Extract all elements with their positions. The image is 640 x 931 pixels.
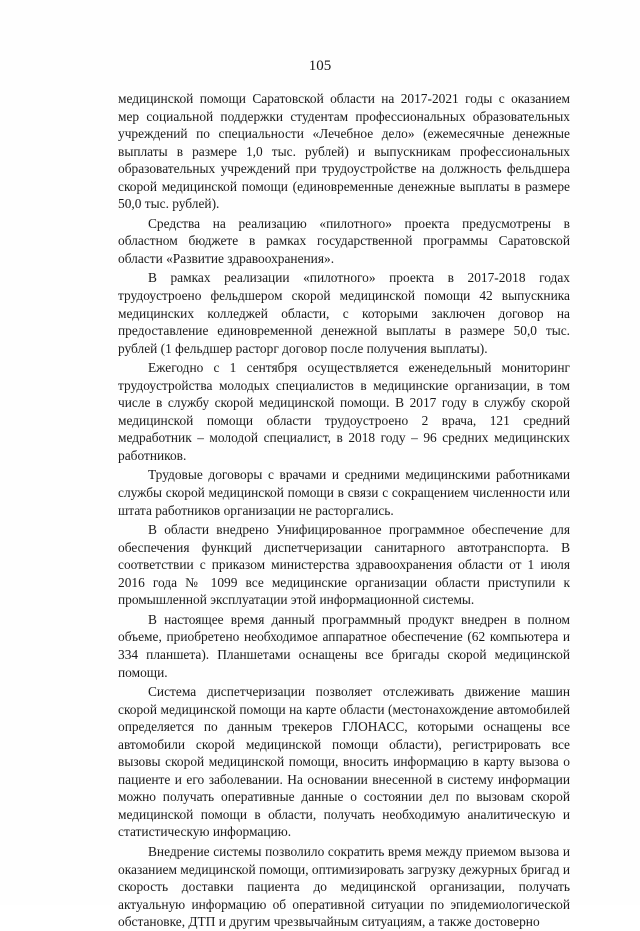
paragraph-monitoring: Ежегодно с 1 сентября осуществляется еженедельный мониторинг трудоустройства молодых специалистов в медицинские организации, в том числе в службу скорой медицинской помощи. В 2017 году в службу скорой медицинской помощи области трудоустроено 2 врача, 121 средний медработник – молодой специалист, в 2018 году – 96 средних медицинских работников. xyxy=(118,360,570,463)
paragraph-system-benefits: Внедрение системы позволило сократить время между приемом вызова и оказанием медицинской помощи, оптимизировать загрузку дежурных бригад и скорость доставки пациента до медицинской организации, получать актуальную информацию об оперативной ситуации по эпидемиологической обстановке, ДТП и другим чрезвычайным ситуациям, а также достоверно xyxy=(118,843,570,930)
paragraph-pilot-results: В рамках реализации «пилотного» проекта в 2017-2018 годах трудоустроено фельдшером скорой медицинской помощи 42 выпускника медицинских колледжей области, с которыми заключен договор на предоставление единовременной денежной выплаты в размере 50,0 тыс. рублей (1 фельдшер расторг договор после получения выплаты). xyxy=(118,270,570,356)
paragraph-hardware: В настоящее время данный программный продукт внедрен в полном объеме, приобретено необходимое аппаратное обеспечение (62 компьютера и 334 планшета). Планшетами оснащены все бригады скорой медицинской помощи. xyxy=(118,611,570,680)
paragraph-continuation: медицинской помощи Саратовской области на 2017-2021 годы с оказанием мер социальной поддержки студентам профессиональных образовательных учреждений по специальности «Лечебное дело» (ежемесячные денежные выплаты в размере 1,0 тыс. рублей) и выпускникам профессиональных образовательных учреждений при трудоустройстве на должность фельдшера скорой медицинской помощи (единовременные денежные выплаты в размере 50,0 тыс. рублей). xyxy=(118,91,570,212)
paragraph-funding: Средства на реализацию «пилотного» проекта предусмотрены в областном бюджете в рамках государственной программы Саратовской области «Развитие здравоохранения». xyxy=(118,215,570,266)
body-text xyxy=(118,90,570,931)
paragraph-contracts: Трудовые договоры с врачами и средними медицинскими работниками службы скорой медицинской помощи в связи с сокращением численности или штата работников организации не расторгались. xyxy=(118,467,570,518)
paragraph-software: В области внедрено Унифицированное программное обеспечение для обеспечения функций диспетчеризации санитарного автотранспорта. В соответствии с приказом министерства здравоохранения области от 1 июля 2016 года № 1099 все медицинские организации области приступили к промышленной эксплуатации этой информационной системы. xyxy=(118,522,570,608)
paragraph-dispatch-system: Система диспетчеризации позволяет отслеживать движение машин скорой медицинской помощи на карте области (местонахождение автомобилей определяется по данным трекеров ГЛОНАСС, которыми оснащены все автомобили скорой медицинской помощи области), регистрировать все вызовы скорой медицинской помощи, вносить информацию в карту вызова о пациенте и его заболевании. На основании внесенной в систему информации можно получать оперативные данные о состоянии дел по вызовам скорой медицинской помощи в области, получать необходимую аналитическую и статистическую информацию. xyxy=(118,684,570,840)
page-number: 105 xyxy=(308,58,332,74)
